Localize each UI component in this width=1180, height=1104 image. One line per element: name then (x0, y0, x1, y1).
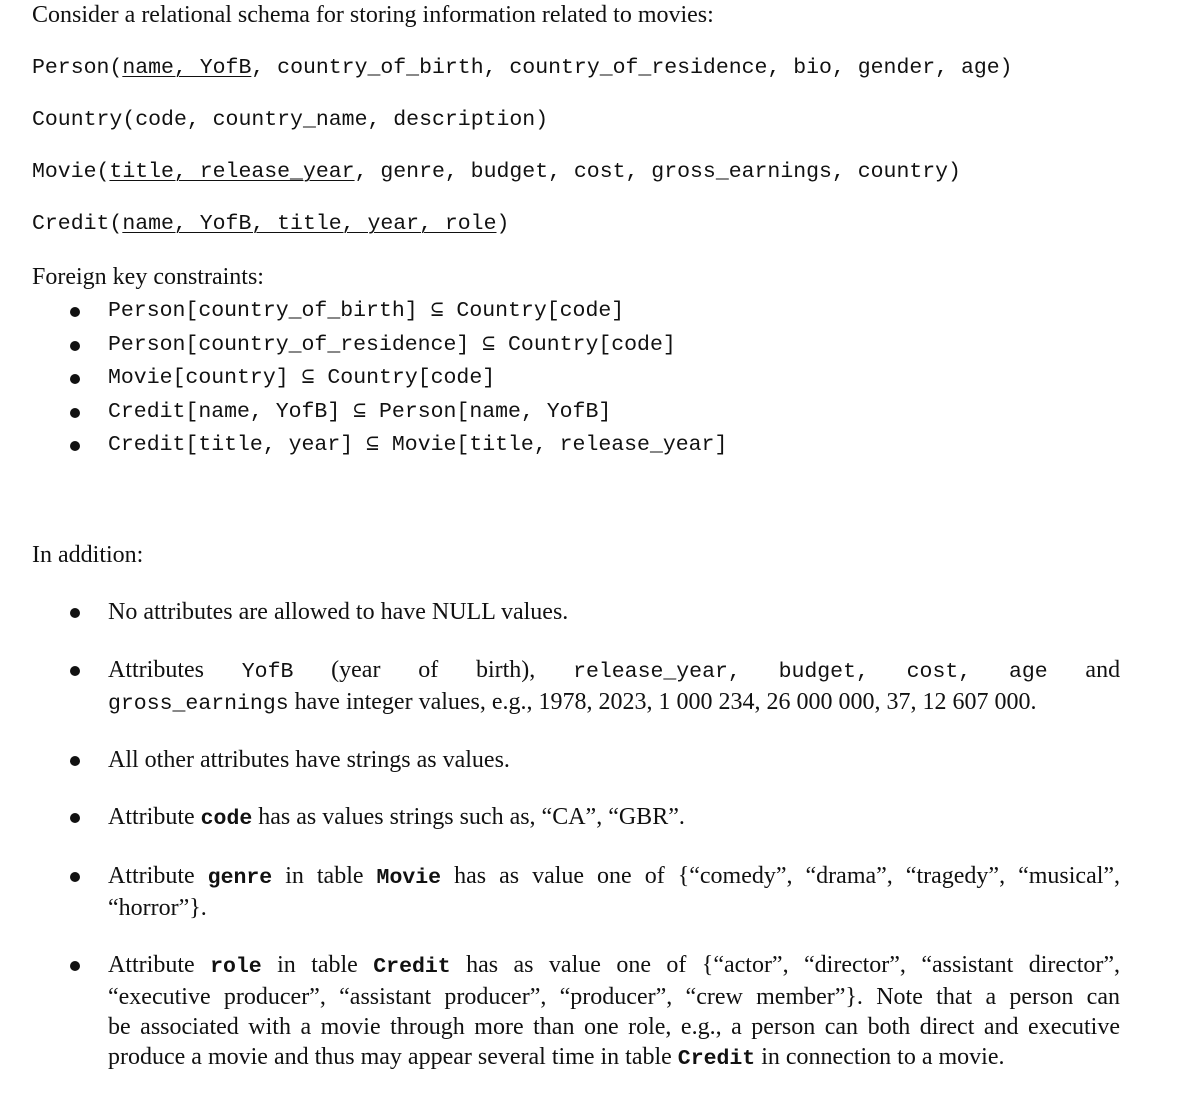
attributes: code, country_name, description) (135, 108, 549, 132)
word: and (1085, 657, 1121, 683)
table-name: Country (32, 108, 123, 132)
bullet-icon (70, 608, 80, 618)
fk-item (0, 296, 727, 330)
rule-line: “executive producer”, “assistant producer”, “producer”, “crew member”}. Note that a person can (108, 984, 1120, 1010)
word: of (418, 657, 439, 683)
attr: age (1008, 660, 1048, 684)
rule-text: has as value one of {“actor”, “director”, “assistant director”, (466, 952, 1121, 978)
rule-text: “horror”}. (108, 895, 207, 921)
rule-text: No attributes are allowed to have NULL values. (108, 599, 569, 625)
attr: genre (207, 866, 273, 890)
attr: role (210, 955, 262, 979)
bullet-icon (70, 961, 80, 971)
fk-list (0, 296, 727, 464)
primary-key: title, release_year (109, 160, 355, 184)
fk-left: Movie[country] (108, 366, 289, 390)
fk-right: Country[code] (327, 366, 496, 390)
attr: release_year, (573, 660, 741, 684)
table-name: Person (32, 56, 110, 80)
word: Attribute (108, 804, 195, 830)
schema-movie: Movie(title, release_year, genre, budget, cost, gross_earnings, country) (32, 160, 961, 184)
rule-line (108, 861, 1120, 893)
word: in table (285, 863, 364, 889)
rule-text: have integer values, e.g., 1978, 2023, 1 000 234, 26 000 000, 37, 12 607 000. (294, 689, 1037, 715)
subset-symbol: ⊆ (353, 399, 367, 424)
word: Attribute (108, 952, 195, 978)
subset-symbol: ⊆ (366, 433, 379, 457)
bullet-icon (70, 666, 80, 676)
word: Attributes (108, 657, 204, 683)
primary-key: name, YofB, title, year, role (122, 212, 497, 236)
fk-right: Person[name, YofB] (379, 399, 612, 424)
word: in table (277, 952, 358, 978)
attributes: ) (496, 212, 510, 236)
attr: budget, (778, 660, 869, 684)
fk-left: Person[country_of_residence] (108, 332, 470, 357)
word: (year (331, 657, 381, 683)
subset-symbol: ⊆ (301, 366, 315, 390)
word: birth), (475, 657, 536, 683)
rule-integers (108, 655, 1120, 719)
attr: cost, (906, 660, 972, 684)
rule-line (108, 655, 1120, 687)
rule-text: has as values strings such as, “CA”, “GBR”. (258, 804, 685, 830)
rule-strings (108, 745, 1120, 775)
bullet-icon (70, 341, 80, 351)
addition-title: In addition: (32, 542, 144, 568)
fk-right: Country[code] (508, 332, 676, 357)
attr: gross_earnings (108, 692, 289, 716)
rule-line: be associated with a movie through more than one role, e.g., a person can both direct and executive (108, 1014, 1120, 1040)
attributes: , genre, budget, cost, gross_earnings, country) (354, 160, 961, 184)
subset-symbol: ⊆ (430, 299, 444, 323)
attr: code (200, 807, 253, 831)
table-name: Movie (32, 160, 97, 184)
schema-country: Country(code, country_name, description) (32, 108, 549, 132)
fk-right: Movie[title, release_year] (391, 433, 728, 457)
rule-no-null (108, 597, 1120, 627)
fk-right: Country[code] (456, 299, 625, 323)
fk-left: Person[country_of_birth] (108, 299, 418, 323)
fk-left: Credit[title, year] (108, 433, 354, 457)
rule-code (108, 802, 1120, 834)
schema-person: Person(name, YofB, country_of_birth, country_of_residence, bio, gender, age) (32, 56, 1013, 80)
table-name: Credit (373, 955, 451, 979)
attr: YofB (241, 660, 294, 684)
fk-item (0, 363, 727, 397)
bullet-icon (70, 307, 80, 317)
rule-genre (108, 861, 1120, 923)
table-name: Credit (32, 212, 110, 236)
word: Attribute (108, 863, 195, 889)
bullet-icon (70, 408, 80, 418)
rule-text: All other attributes have strings as values. (108, 747, 510, 773)
subset-symbol: ⊆ (482, 332, 496, 357)
bullet-icon (70, 374, 80, 384)
rule-line (108, 893, 1120, 923)
rule-line (108, 1042, 1120, 1074)
bullet-icon (70, 756, 80, 766)
table-name: Credit (677, 1047, 756, 1071)
rule-text: in connection to a movie. (761, 1044, 1005, 1070)
fk-title: Foreign key constraints: (32, 264, 264, 290)
rule-line (108, 687, 1120, 719)
attributes: , country_of_birth, country_of_residence, bio, gender, age) (251, 56, 1013, 80)
rule-text: produce a movie and thus may appear several time in table (108, 1044, 672, 1070)
intro-text: Consider a relational schema for storing information related to movies: (32, 2, 714, 28)
table-name: Movie (376, 866, 442, 890)
bullet-icon (70, 441, 80, 451)
fk-item (0, 330, 727, 364)
rule-line (108, 950, 1120, 982)
rule-text: has as value one of {“comedy”, “drama”, “tragedy”, “musical”, (454, 863, 1121, 889)
bullet-icon (70, 813, 80, 823)
primary-key: name, YofB (122, 56, 252, 80)
fk-item (0, 397, 727, 431)
bullet-icon (70, 872, 80, 882)
rule-role (108, 950, 1120, 1074)
schema-credit: Credit(name, YofB, title, year, role) (32, 212, 510, 236)
fk-item (0, 430, 727, 464)
fk-left: Credit[name, YofB] (108, 399, 341, 424)
